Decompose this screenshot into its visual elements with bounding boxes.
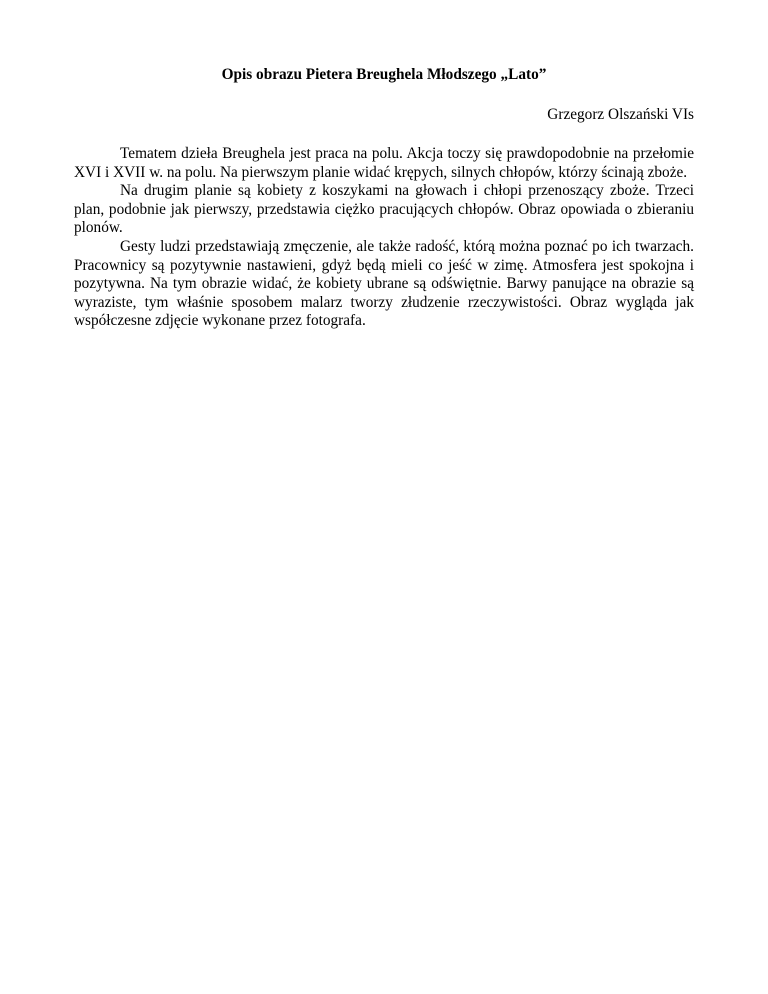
paragraph: Na drugim planie są kobiety z koszykami na głowach i chłopi przenoszący zboże. Trzeci plan, podobnie jak pierwszy, przedstawia ciężko pracujących chłopów. Obraz opowiada o zbieraniu plonów. [74, 182, 694, 237]
paragraph: Tematem dzieła Breughela jest praca na polu. Akcja toczy się prawdopodobnie na przełomie XVI i XVII w. na polu. Na pierwszym planie widać krępych, silnych chłopów, którzy ścinają zboże. [74, 145, 694, 181]
author-line: Grzegorz Olszański VIs [547, 106, 694, 123]
document-title: Opis obrazu Pietera Breughela Młodszego „Lato” [221, 66, 547, 83]
document-body [74, 145, 694, 331]
paragraph: Gesty ludzi przedstawiają zmęczenie, ale także radość, którą można poznać po ich twarzach. Pracownicy są pozytywnie nastawieni, gdyż będą mieli co jeść w zimę. Atmosfera jest spokojna i pozytywna. Na tym obrazie widać, że kobiety ubrane są odświętnie. Barwy panujące na obrazie są wyraziste, tym właśnie sposobem malarz tworzy złudzenie rzeczywistości. Obraz wygląda jak współczesne zdjęcie wykonane przez fotografa. [74, 237, 694, 330]
